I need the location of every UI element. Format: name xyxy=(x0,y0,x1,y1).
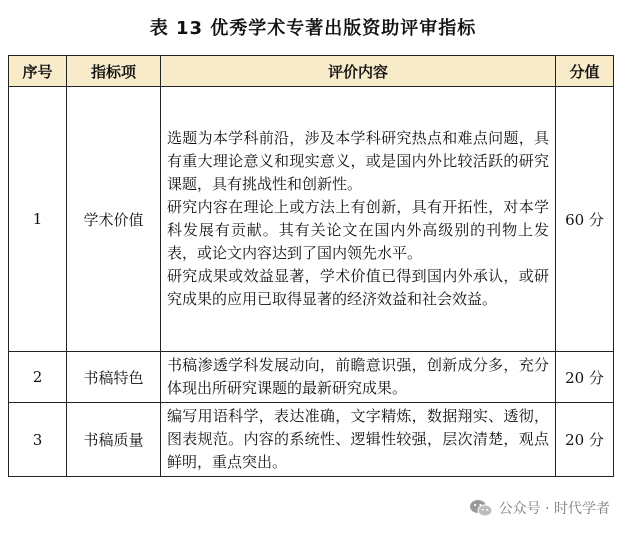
table-row xyxy=(9,87,614,352)
row-number: 2 xyxy=(9,352,67,403)
watermark-text: 公众号 · 时代学者 xyxy=(498,501,610,517)
table-row xyxy=(9,403,614,477)
table-title: 表 13 优秀学术专著出版资助评审指标 xyxy=(149,18,477,39)
content-paragraph: 选题为本学科前沿，涉及本学科研究热点和难点问题，具有重大理论意义和现实意义，或是国内外比较活跃的研究课题，具有挑战性和创新性。 xyxy=(167,129,549,193)
header-score: 分值 xyxy=(556,56,614,87)
row-indicator: 书稿质量 xyxy=(67,403,161,477)
wechat-icon xyxy=(469,499,493,517)
row-content xyxy=(161,87,556,352)
header-content: 评价内容 xyxy=(161,56,556,87)
row-content xyxy=(161,352,556,403)
table-header-row xyxy=(9,56,614,87)
table-row xyxy=(9,352,614,403)
row-score: 60 分 xyxy=(556,87,614,352)
row-indicator: 书稿特色 xyxy=(67,352,161,403)
row-score: 20 分 xyxy=(556,352,614,403)
row-number: 1 xyxy=(9,87,67,352)
row-score: 20 分 xyxy=(556,403,614,477)
content-paragraph: 书稿渗透学科发展动向，前瞻意识强，创新成分多，充分体现出所研究课题的最新研究成果。 xyxy=(167,356,549,397)
watermark xyxy=(469,498,610,518)
row-number: 3 xyxy=(9,403,67,477)
header-number: 序号 xyxy=(9,56,67,87)
criteria-table xyxy=(8,55,614,477)
content-paragraph: 研究内容在理论上或方法上有创新，具有开拓性，对本学科发展有贡献。其有关论文在国内外高级别的刊物上发表，或论文内容达到了国内领先水平。 xyxy=(167,198,549,262)
content-paragraph: 编写用语科学，表达准确，文字精炼，数据翔实、透彻，图表规范。内容的系统性、逻辑性较强，层次清楚，观点鲜明，重点突出。 xyxy=(167,407,549,471)
row-indicator: 学术价值 xyxy=(67,87,161,352)
row-content xyxy=(161,403,556,477)
content-paragraph: 研究成果或效益显著，学术价值已得到国内外承认，或研究成果的应用已取得显著的经济效益和社会效益。 xyxy=(167,267,549,308)
header-indicator: 指标项 xyxy=(67,56,161,87)
